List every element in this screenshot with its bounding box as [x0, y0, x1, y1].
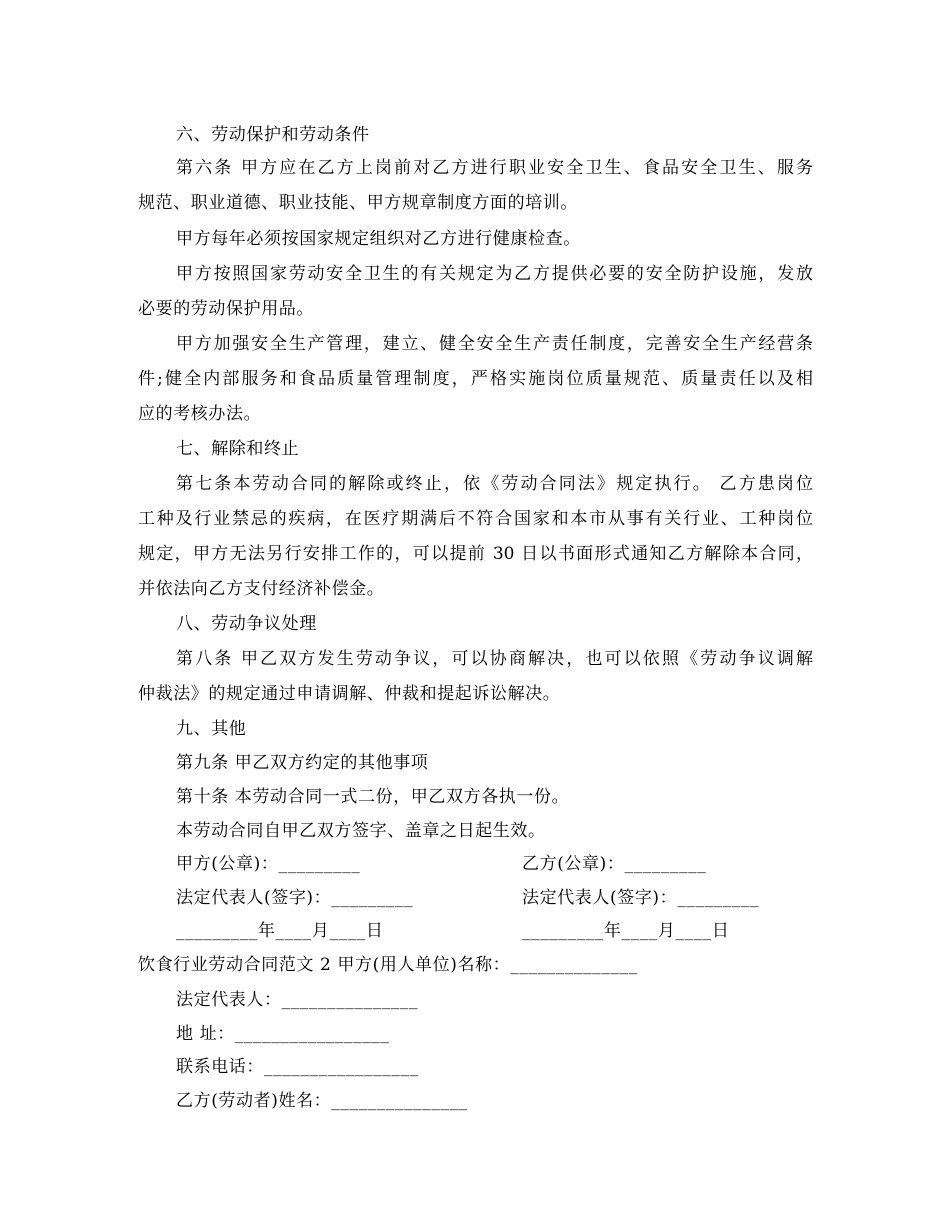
section-6-heading: 六、劳动保护和劳动条件: [176, 125, 370, 145]
legal-representative-field: 法定代表人：_______________: [176, 990, 419, 1010]
party-b-seal-field: 乙方(公章)：_________: [522, 854, 707, 874]
party-b-date-field: _________年____月____日: [522, 921, 730, 941]
section-6-paragraph-3-line-1: 甲方按照国家劳动安全卫生的有关规定为乙方提供必要的安全防护设施，发放: [176, 264, 813, 284]
section-7-heading: 七、解除和终止: [176, 439, 300, 459]
contract-2-title-line: 饮食行业劳动合同范文 2 甲方(用人单位)名称：______________: [138, 955, 638, 975]
section-6-paragraph-4-line-1: 甲方加强安全生产管理，建立、健全安全生产责任制度，完善安全生产经营条: [176, 334, 813, 354]
address-field: 地 址：_________________: [176, 1024, 390, 1044]
section-6-paragraph-4-line-3: 应的考核办法。: [138, 404, 262, 424]
section-8-heading: 八、劳动争议处理: [176, 614, 317, 634]
section-6-paragraph-1-line-2: 规范、职业道德、职业技能、甲方规章制度方面的培训。: [138, 193, 578, 213]
section-6-paragraph-2: 甲方每年必须按国家规定组织对乙方进行健康检查。: [176, 229, 581, 249]
section-7-paragraph-1-line-1: 第七条本劳动合同的解除或终止，依《劳动合同法》规定执行。 乙方患岗位: [176, 474, 813, 494]
section-6-paragraph-1-line-1: 第六条 甲方应在乙方上岗前对乙方进行职业安全卫生、食品安全卫生、服务: [176, 158, 813, 178]
section-7-paragraph-1-line-4: 并依法向乙方支付经济补偿金。: [138, 579, 385, 599]
worker-name-field: 乙方(劳动者)姓名：_______________: [176, 1091, 468, 1111]
phone-field: 联系电话：_________________: [176, 1057, 419, 1077]
effective-clause: 本劳动合同自甲乙双方签字、盖章之日起生效。: [176, 821, 546, 841]
section-7-paragraph-1-line-2: 工种及行业禁忌的疾病，在医疗期满后不符合国家和本市从事有关行业、工种岗位: [138, 509, 813, 529]
section-9-heading: 九、其他: [176, 719, 247, 739]
section-8-paragraph-1-line-1: 第八条 甲乙双方发生劳动争议，可以协商解决，也可以依照《劳动争议调解: [176, 649, 813, 669]
section-6-paragraph-4-line-2: 件;健全内部服务和食品质量管理制度，严格实施岗位质量规范、质量责任以及相: [138, 369, 813, 389]
party-b-representative-field: 法定代表人(签字)：_________: [522, 888, 760, 908]
article-9: 第九条 甲乙双方约定的其他事项: [176, 753, 429, 773]
article-10: 第十条 本劳动合同一式二份，甲乙双方各执一份。: [176, 787, 570, 807]
section-7-paragraph-1-line-3: 规定，甲方无法另行安排工作的，可以提前 30 日以书面形式通知乙方解除本合同，: [138, 544, 813, 564]
section-8-paragraph-1-line-2: 仲裁法》的规定通过申请调解、仲裁和提起诉讼解决。: [138, 684, 561, 704]
party-a-date-field: _________年____月____日: [176, 921, 384, 941]
section-6-paragraph-3-line-2: 必要的劳动保护用品。: [138, 299, 314, 319]
party-a-representative-field: 法定代表人(签字)：_________: [176, 888, 414, 908]
party-a-seal-field: 甲方(公章)：_________: [176, 854, 361, 874]
